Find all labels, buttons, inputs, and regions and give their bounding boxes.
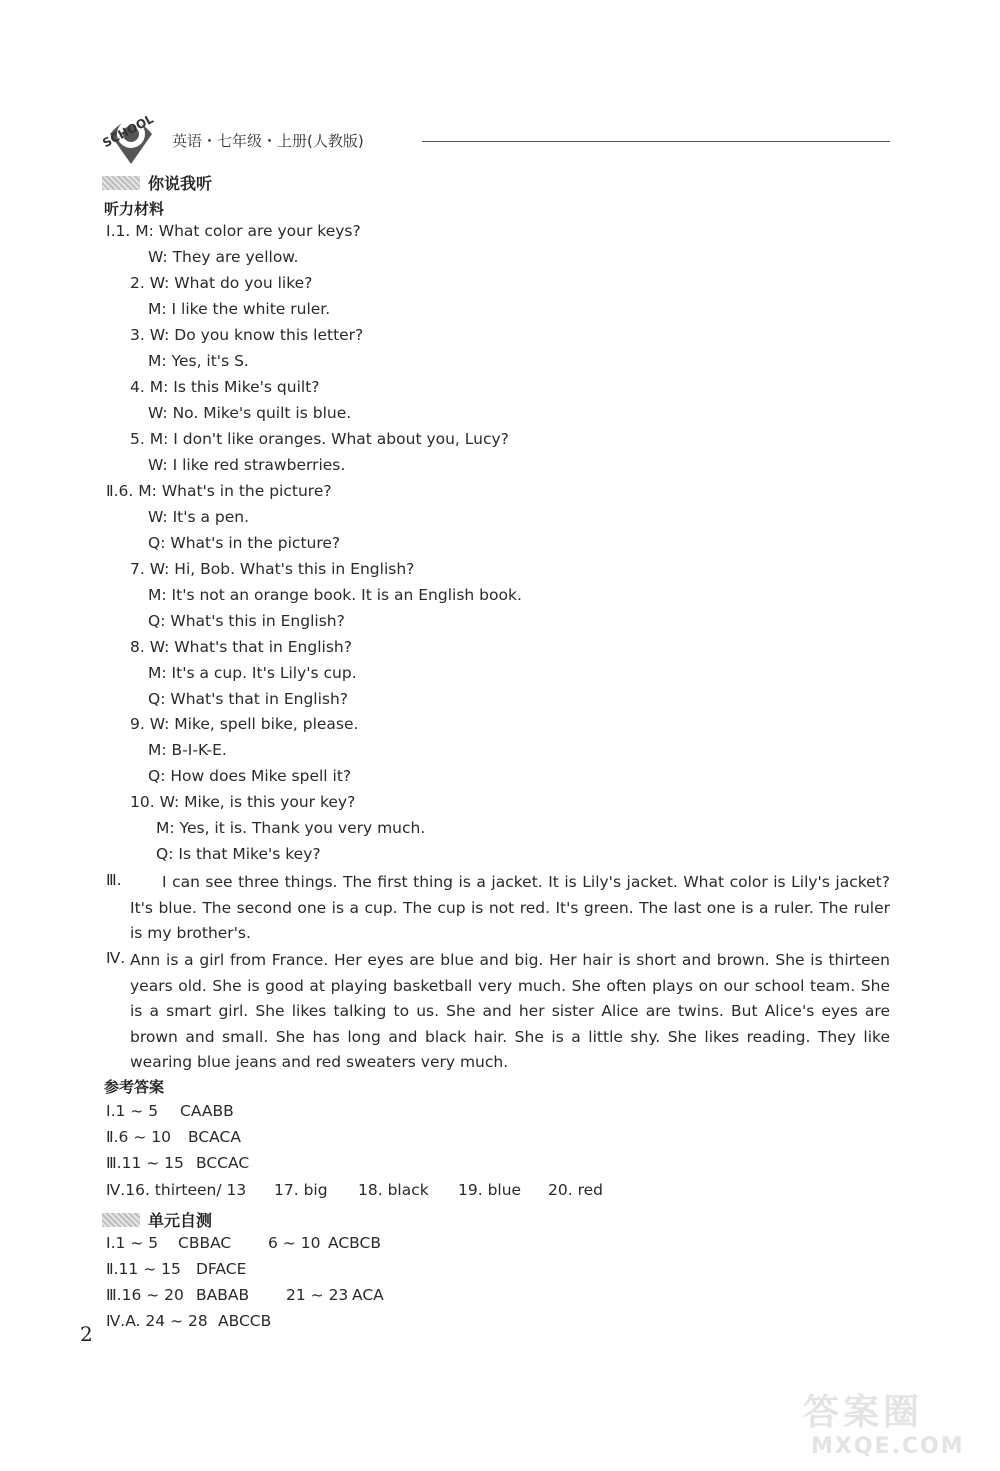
answer-row: Ⅱ.11 ~ 15 DFACE <box>106 1260 247 1278</box>
book-title: 英语・七年级・上册(人教版) <box>172 132 364 150</box>
part3-label: Ⅲ. <box>106 871 122 889</box>
dialogue-line: W: It's a pen. <box>148 508 250 526</box>
section-heading-unit-test <box>102 1208 212 1231</box>
dialogue-line: 2. W: What do you like? <box>130 274 313 292</box>
section-marker <box>102 1213 140 1227</box>
dialogue-line: Q: What's that in English? <box>148 690 349 708</box>
dialogue-line: M: Yes, it's S. <box>148 352 249 370</box>
dialogue-line: Q: What's in the picture? <box>148 534 341 552</box>
page-number: 2 <box>80 1322 93 1346</box>
dialogue-line: M: I like the white ruler. <box>148 300 331 318</box>
watermark-url: MXQE.COM <box>811 1434 965 1459</box>
answer-row: Ⅱ.6 ~ 10 BCACA <box>106 1128 241 1146</box>
dialogue-line: M: It's a cup. It's Lily's cup. <box>148 664 357 682</box>
answer-row: Ⅲ.16 ~ 20 BABAB 21 ~ 23 ACA <box>106 1286 384 1304</box>
page-header <box>100 104 890 170</box>
dialogue-line: Ⅰ.1. M: What color are your keys? <box>106 222 361 240</box>
dialogue-line: Q: How does Mike spell it? <box>148 767 352 785</box>
dialogue-line: Q: Is that Mike's key? <box>156 845 321 863</box>
answer-row: Ⅰ.1 ~ 5 CAABB <box>106 1102 234 1120</box>
part3-passage: I can see three things. The first thing is a jacket. It is Lily's jacket. What color is Lily's jacket? It's blue. The second one is a cup. The cup is not red. It's green. The last one is a ruler. The ruler is my brother's. <box>130 873 890 942</box>
dialogue-line: W: No. Mike's quilt is blue. <box>148 404 352 422</box>
site-watermark <box>803 1384 988 1468</box>
part4-passage: Ann is a girl from France. Her eyes are blue and big. Her hair is short and brown. She is thirteen years old. She is good at playing basketball very much. She often plays on our school team. She is a smart girl. She likes talking to us. She and her sister Alice are twins. But Alice's eyes are brown and small. She has long and black hair. She is a little shy. She likes reading. They like wearing blue jeans and red sweaters very much. <box>130 951 890 1071</box>
part4-label: Ⅳ. <box>106 949 126 967</box>
answer-row: Ⅳ.16. thirteen/ 13 17. big 18. black 19. blue 20. red <box>106 1181 603 1199</box>
dialogue-line: W: They are yellow. <box>148 248 299 266</box>
dialogue-line: 3. W: Do you know this letter? <box>130 326 364 344</box>
section-title: 单元自测 <box>148 1211 213 1230</box>
dialogue-line: 10. W: Mike, is this your key? <box>130 793 356 811</box>
dialogue-line: 9. W: Mike, spell bike, please. <box>130 715 359 733</box>
section-heading-listening <box>102 171 212 194</box>
dialogue-line: Q: What's this in English? <box>148 612 345 630</box>
answer-row: Ⅲ.11 ~ 15 BCCAC <box>106 1154 250 1172</box>
answer-row: Ⅳ.A. 24 ~ 28 ABCCB <box>106 1312 272 1330</box>
dialogue-line: 5. M: I don't like oranges. What about you, Lucy? <box>130 430 509 448</box>
material-label: 听力材料 <box>104 200 165 218</box>
dialogue-line: 7. W: Hi, Bob. What's this in English? <box>130 560 415 578</box>
answer-row: Ⅰ.1 ~ 5 CBBAC 6 ~ 10 ACBCB <box>106 1234 381 1252</box>
header-rule <box>422 141 890 142</box>
dialogue-line: W: I like red strawberries. <box>148 456 346 474</box>
dialogue-line: 4. M: Is this Mike's quilt? <box>130 378 320 396</box>
logo-text: SCHOOL <box>100 111 156 151</box>
dialogue-line: M: Yes, it is. Thank you very much. <box>156 819 426 837</box>
watermark-text: 答案圈 <box>803 1392 924 1433</box>
section-marker <box>102 176 140 190</box>
dialogue-line: 8. W: What's that in English? <box>130 638 352 656</box>
section-title: 你说我听 <box>148 174 213 193</box>
dialogue-line: M: B-I-K-E. <box>148 741 227 759</box>
dialogue-line: M: It's not an orange book. It is an English book. <box>148 586 522 604</box>
school-logo-icon <box>100 104 162 166</box>
dialogue-line: Ⅱ.6. M: What's in the picture? <box>106 482 332 500</box>
answers-label: 参考答案 <box>104 1078 165 1096</box>
